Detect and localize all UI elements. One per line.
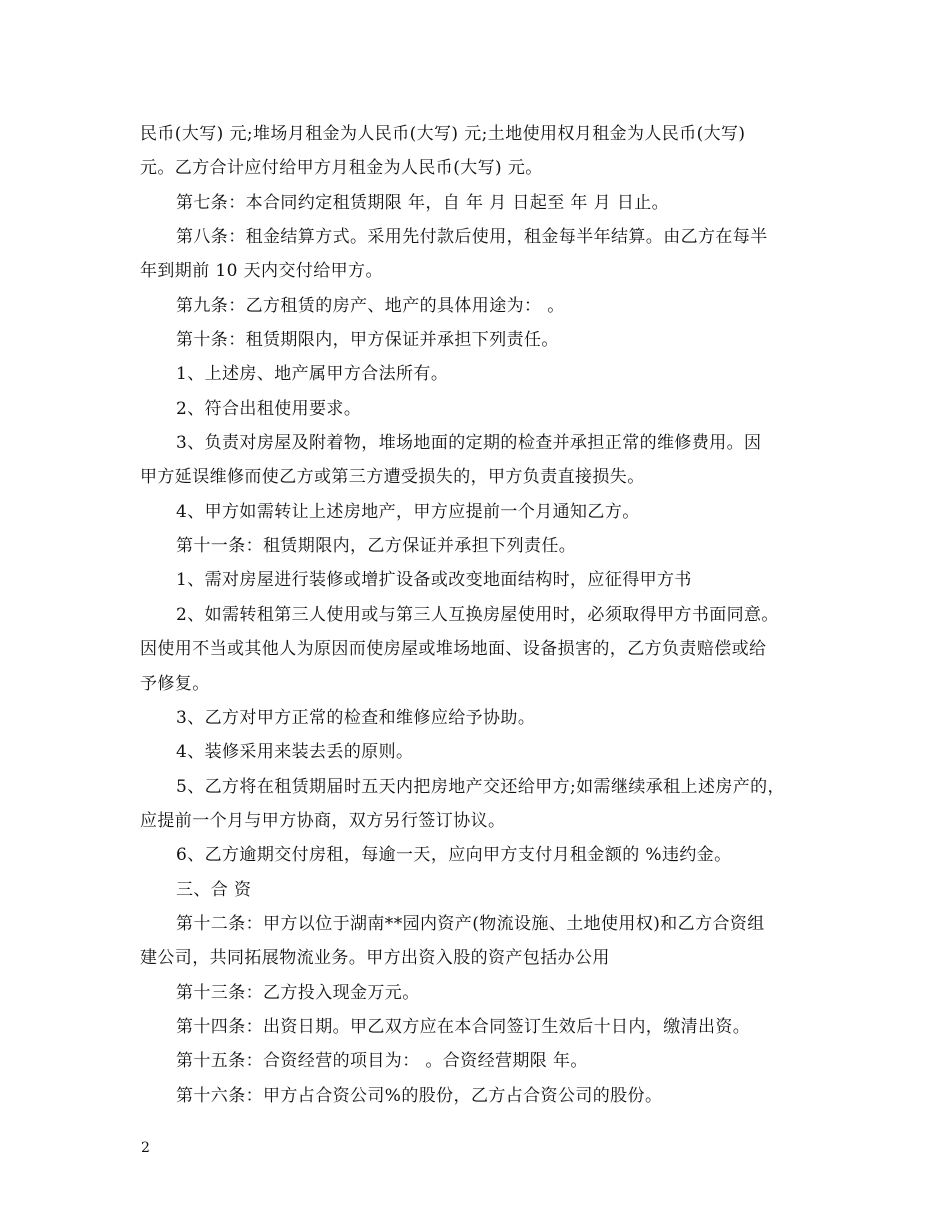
text-line: 因使用不当或其他人为原因而使房屋或堆场地面、设备损害的，乙方负责赔偿或给 <box>140 639 767 660</box>
list-item: 1、上述房、地产属甲方合法所有。 <box>176 364 449 385</box>
text-line: 予修复。 <box>140 673 210 694</box>
text-line: 建公司，共同拓展物流业务。甲方出资入股的资产包括办公用 <box>140 948 610 969</box>
article-16-line: 第十六条：甲方占合资公司%的股份，乙方占合资公司的股份。 <box>176 1085 663 1106</box>
article-13-line: 第十三条：乙方投入现金万元。 <box>176 982 420 1003</box>
document-body <box>140 117 830 1113</box>
article-10-line: 第十条：租赁期限内，甲方保证并承担下列责任。 <box>176 330 559 351</box>
article-8-line: 第八条：租金结算方式。采用先付款后使用，租金每半年结算。由乙方在每半 <box>176 227 768 248</box>
text-line: 应提前一个月与甲方协商，双方另行签订协议。 <box>140 810 506 831</box>
page-number: 2 <box>141 1140 150 1156</box>
text-line: 民币(大写) 元;堆场月租金为人民币(大写) 元;土地使用权月租金为人民币(大写) <box>140 124 746 144</box>
list-item: 2、符合出租使用要求。 <box>176 398 362 419</box>
article-9-line: 第九条：乙方租赁的房产、地产的具体用途为： 。 <box>176 295 565 316</box>
list-item: 3、乙方对甲方正常的检查和维修应给予协助。 <box>176 707 536 728</box>
list-item: 4、装修采用来装去丢的原则。 <box>176 742 414 763</box>
article-12-line: 第十二条：甲方以位于湖南**园内资产(物流设施、土地使用权)和乙方合资组 <box>176 913 765 934</box>
article-14-line: 第十四条：出资日期。甲乙双方应在本合同签订生效后十日内，缴清出资。 <box>176 1016 751 1037</box>
text-line: 年到期前 10 天内交付给甲方。 <box>140 261 383 282</box>
article-11-line: 第十一条：租赁期限内，乙方保证并承担下列责任。 <box>176 536 577 557</box>
section-heading: 三、合 资 <box>176 879 252 900</box>
list-item: 1、需对房屋进行装修或增扩设备或改变地面结构时，应征得甲方书 <box>176 570 692 591</box>
article-7-line: 第七条：本合同约定租赁期限 年，自 年 月 日起至 年 月 日止。 <box>176 192 670 213</box>
article-15-line: 第十五条：合资经营的项目为： 。合资经营期限 年。 <box>176 1051 588 1072</box>
text-line: 元。乙方合计应付给甲方月租金为人民币(大写) 元。 <box>140 158 543 179</box>
list-item: 5、乙方将在租赁期届时五天内把房地产交还给甲方;如需继续承租上述房产的， <box>176 776 785 797</box>
text-line: 甲方延误维修而使乙方或第三方遭受损失的，甲方负责直接损失。 <box>140 467 645 488</box>
list-item: 4、甲方如需转让上述房地产，甲方应提前一个月通知乙方。 <box>176 501 640 522</box>
list-item: 6、乙方逾期交付房租，每逾一天，应向甲方支付月租金额的 %违约金。 <box>176 845 732 866</box>
list-item: 2、如需转租第三人使用或与第三人互换房屋使用时，必须取得甲方书面同意。 <box>176 604 779 625</box>
list-item: 3、负责对房屋及附着物，堆场地面的定期的检查并承担正常的维修费用。因 <box>176 433 762 454</box>
